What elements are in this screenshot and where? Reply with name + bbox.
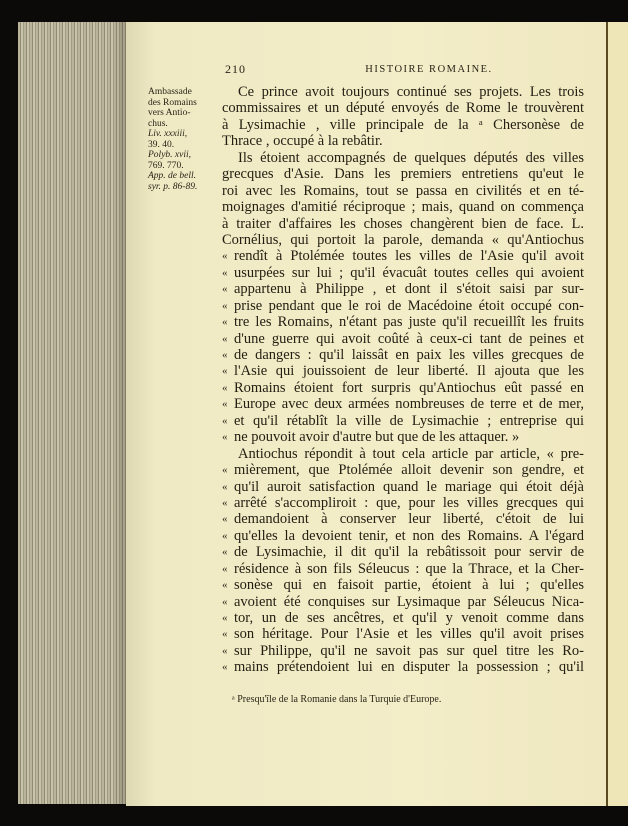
line-text: de Lysimachie, il dit qu'il la rebâtissoit pour servir de [234, 544, 584, 561]
text-line [222, 100, 584, 116]
line-text: tre les Romains, n'étant pas juste qu'il recueillît les fruits [234, 314, 584, 331]
margin-note-line: Liv. xxxiii, [148, 129, 188, 139]
line-text: avoient été conquises sur Lysimaque par Séleucus Nica- [234, 593, 584, 610]
text-line [222, 479, 584, 495]
line-text: qu'il auroit satisfaction quand le mariage qui étoit déjà [234, 478, 584, 495]
running-title: HISTOIRE ROMAINE. [365, 64, 493, 75]
text-line [222, 331, 584, 347]
quote-mark: « [222, 431, 228, 444]
margin-note-line: Ambassade [148, 87, 192, 97]
text-line [222, 643, 584, 659]
text-line [222, 216, 584, 232]
text-line [222, 594, 584, 610]
quote-mark: « [222, 283, 228, 296]
text-line [222, 265, 584, 281]
line-text: Cornélius, qui portoit la parole, demanda « qu'Antiochus [222, 231, 584, 248]
margin-note-line: App. de bell. [148, 171, 197, 181]
line-text: ne pouvoit avoir d'autre but que de les attaquer. » [234, 429, 520, 446]
quote-mark: « [222, 266, 228, 279]
line-text: d'une guerre qui avoit coûté à ceux-ci tant de peines et [234, 330, 584, 347]
text-line [222, 314, 584, 330]
margin-note-line: Polyb. xvii, [148, 150, 191, 160]
text-line [222, 150, 584, 166]
quote-mark: « [222, 661, 228, 674]
text-line [222, 610, 584, 626]
quote-mark: « [222, 381, 228, 394]
margin-note-line: vers Antio- [148, 108, 191, 118]
text-line [222, 446, 584, 462]
quote-mark: « [222, 562, 228, 575]
text-line [222, 413, 584, 429]
margin-note-line: chus. [148, 118, 168, 129]
text-line [222, 347, 584, 363]
line-text: à Lysimachie , ville principale de la ᵃ Chersonèse de [222, 116, 584, 133]
text-line [222, 232, 584, 248]
quote-mark: « [222, 398, 228, 411]
body-text [222, 84, 584, 676]
line-text: prise pendant que le roi de Macédoine étoit occupé con- [234, 297, 584, 314]
line-text: résidence à son fils Séleucus : que la Thrace, et la Cher- [234, 560, 584, 577]
text-line [222, 199, 584, 215]
margin-note-line: 39. 40. [148, 139, 175, 150]
quote-mark: « [222, 250, 228, 263]
text-line [222, 626, 584, 642]
text-line [222, 544, 584, 560]
quote-mark: « [222, 612, 228, 624]
line-text: appartenu à Philippe , et dont il s'étoit saisi par sur- [234, 281, 584, 298]
text-line [222, 462, 584, 478]
text-line [222, 117, 584, 133]
page-number: 210 [225, 62, 246, 76]
text-line [222, 133, 584, 149]
text-line [222, 84, 584, 100]
text-line [222, 528, 584, 544]
line-text: Thrace , occupé à la rebâtir. [222, 133, 383, 150]
margin-note-line: syr. p. 86-89. [148, 181, 198, 192]
quote-mark: « [222, 529, 228, 542]
quote-mark: « [222, 464, 228, 477]
text-line [222, 281, 584, 297]
text-line [222, 495, 584, 511]
margin-note-line: 769. 770. [148, 160, 184, 171]
quote-mark: « [222, 349, 228, 361]
margin-note-line: des Romains [148, 97, 197, 108]
line-text: qu'elles la devoient tenir, et non des Romains. A l'égard [234, 527, 584, 544]
line-text: sonèse qui en faisoit partie, étoient à lui ; qu'elles [234, 577, 584, 594]
quote-mark: « [222, 414, 228, 427]
line-text: demandoient à conserver leur liberté, c'étoit de lui [234, 511, 584, 528]
text-line [222, 166, 584, 182]
text-line [222, 396, 584, 412]
text-line [222, 363, 584, 379]
running-header [225, 62, 583, 80]
book-page-edges [18, 22, 128, 804]
quote-mark: « [222, 579, 228, 592]
line-text: Europe avec deux armées nombreuses de terre et de mer, [234, 396, 584, 413]
line-text: à traiter d'affaires les choses changèrent bien de face. L. [222, 215, 584, 232]
quote-mark: « [222, 316, 228, 329]
line-text: Ils étoient accompagnés de quelques députés des villes [238, 149, 584, 166]
line-text: son héritage. Pour l'Asie et les villes qu'il avoit prises [234, 626, 584, 643]
line-text: Ce prince avoit toujours continué ses projets. Les trois [238, 84, 584, 100]
quote-mark: « [222, 595, 228, 608]
line-text: mains prétendoient lui en disputer la possession ; qu'il [234, 659, 584, 676]
text-line [222, 659, 584, 675]
line-text: mièrement, que Ptolémée alloit devenir son gendre, et [234, 462, 584, 479]
text-line [222, 248, 584, 264]
quote-mark: « [222, 513, 228, 526]
text-line [222, 429, 584, 445]
line-text: Antiochus répondit à tout cela article par article, « pre- [238, 445, 584, 462]
quote-mark: « [222, 480, 228, 493]
line-text: tor, un de ses ancêtres, et qu'il y venoit comme dans [234, 610, 584, 626]
line-text: sur Philippe, qu'il ne savoit pas sur quel titre les Ro- [234, 642, 584, 659]
line-text: de dangers : qu'il laissât en paix les villes grecques de [234, 347, 584, 363]
line-text: l'Asie qui jouissoient de leur liberté. Il ajouta que les [234, 363, 584, 380]
text-line [222, 577, 584, 593]
quote-mark: « [222, 644, 228, 657]
line-text: arrêté s'accompliroit : que, pour les villes grecques qui [234, 494, 584, 511]
quote-mark: « [222, 546, 228, 559]
quote-mark: « [222, 628, 228, 641]
line-text: grecques d'Asie. Dans les premiers entretiens qu'eut le [222, 166, 584, 183]
text-line [222, 561, 584, 577]
line-text: et qu'il rétablît la ville de Lysimachie ; entreprise qui [234, 412, 584, 429]
line-text: moignages d'amitié réciproque ; mais, quand on commença [222, 199, 584, 216]
quote-mark: « [222, 299, 228, 312]
line-text: Romains étoient fort surpris qu'Antiochus eût passé en [234, 379, 584, 396]
text-line [222, 511, 584, 527]
quote-mark: « [222, 332, 228, 345]
footnote: ᵃ Presqu'île de la Romanie dans la Turquie d'Europe. [232, 694, 442, 705]
text-line [222, 298, 584, 314]
text-line [222, 380, 584, 396]
line-text: usurpées sur lui ; qu'il évacuât toutes celles qui avoient [234, 264, 584, 281]
line-text: commissaires et un député envoyés de Rome le trouvèrent [222, 100, 584, 117]
facing-page-edge [606, 22, 628, 806]
quote-mark: « [222, 365, 228, 378]
line-text: roi avec les Romains, tout se passa en civilités et en té- [222, 182, 584, 199]
quote-mark: « [222, 496, 228, 509]
margin-notes [148, 87, 218, 192]
line-text: rendît à Ptolémée toutes les villes de l'Asie qu'il avoit [234, 248, 584, 265]
text-line [222, 183, 584, 199]
